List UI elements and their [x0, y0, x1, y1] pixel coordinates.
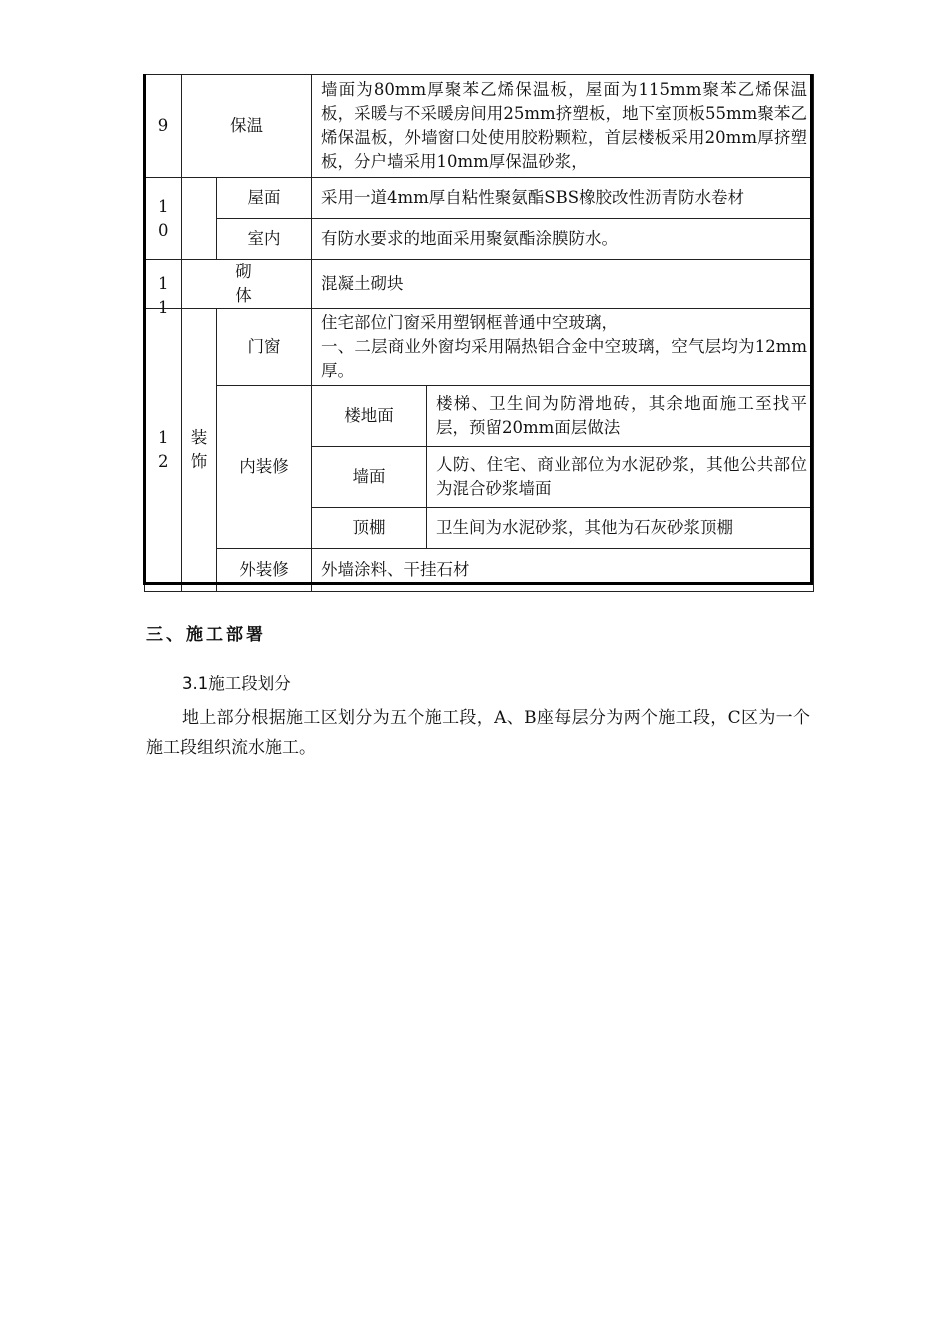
item-description: 墙面为80mm厚聚苯乙烯保温板，屋面为115mm聚苯乙烯保温板，采暖与不采暖房间用25mm挤塑板，地下室顶板55mm聚苯乙烯保温板，外墙窗口处使用胶粉颗粒，首层楼板采用20mm厚挤塑板，分户墙采用10mm厚保温砂浆，: [312, 75, 814, 178]
row-number: 9: [145, 75, 182, 178]
sub-item-description: 有防水要求的地面采用聚氨酯涂膜防水。: [312, 219, 814, 260]
sub-item-name: 外装修: [217, 549, 312, 592]
table-border-left: [143, 74, 146, 585]
sub-item-description: 外墙涂料、干挂石材: [312, 549, 814, 592]
table-row-11: [145, 260, 814, 309]
detail-name: 顶棚: [312, 508, 427, 549]
section-heading: 三、施工部署: [146, 625, 266, 645]
row-number: 11: [145, 260, 182, 309]
description-line: 一、二层商业外窗均采用隔热铝合金中空玻璃，空气层均为12mm厚。: [321, 337, 808, 380]
construction-spec-table: [144, 74, 814, 592]
table-row-12-floor: [145, 386, 814, 447]
sub-item-name: 室内: [217, 219, 312, 260]
sub-item-name: 门窗: [217, 309, 312, 386]
table-row-10-indoor: [145, 219, 814, 260]
description-line: 住宅部位门窗采用塑钢框普通中空玻璃，: [321, 313, 618, 332]
item-name: 装饰: [182, 309, 217, 592]
item-name: 砌体: [182, 260, 312, 309]
table-border-bottom: [143, 582, 813, 585]
row-number: 10: [145, 178, 182, 260]
table-row-12-exterior: [145, 549, 814, 592]
detail-name: 墙面: [312, 447, 427, 508]
sub-item-name: 屋面: [217, 178, 312, 219]
detail-description: 人防、住宅、商业部位为水泥砂浆，其他公共部位为混合砂浆墙面: [427, 447, 814, 508]
item-name: 保温: [182, 75, 312, 178]
detail-name: 楼地面: [312, 386, 427, 447]
row-number: 12: [145, 309, 182, 592]
table-row-10-roof: [145, 178, 814, 219]
table-border-right: [810, 74, 813, 585]
sub-item-description: 采用一道4mm厚自粘性聚氨酯SBS橡胶改性沥青防水卷材: [312, 178, 814, 219]
table-row-12-doors-windows: [145, 309, 814, 386]
detail-description: 卫生间为水泥砂浆，其他为石灰砂浆顶棚: [427, 508, 814, 549]
item-description: 混凝土砌块: [312, 260, 814, 309]
empty-cell: [182, 178, 217, 260]
body-paragraph: 地上部分根据施工区划分为五个施工段，A、B座每层分为两个施工段，C区为一个施工段组织流水施工。: [146, 708, 810, 758]
sub-item-name: 内装修: [217, 386, 312, 549]
subsection-heading: 3.1施工段划分: [182, 674, 291, 693]
detail-description: 楼梯、卫生间为防滑地砖，其余地面施工至找平层，预留20mm面层做法: [427, 386, 814, 447]
sub-item-description: [312, 309, 814, 386]
table-row-9: [145, 75, 814, 178]
